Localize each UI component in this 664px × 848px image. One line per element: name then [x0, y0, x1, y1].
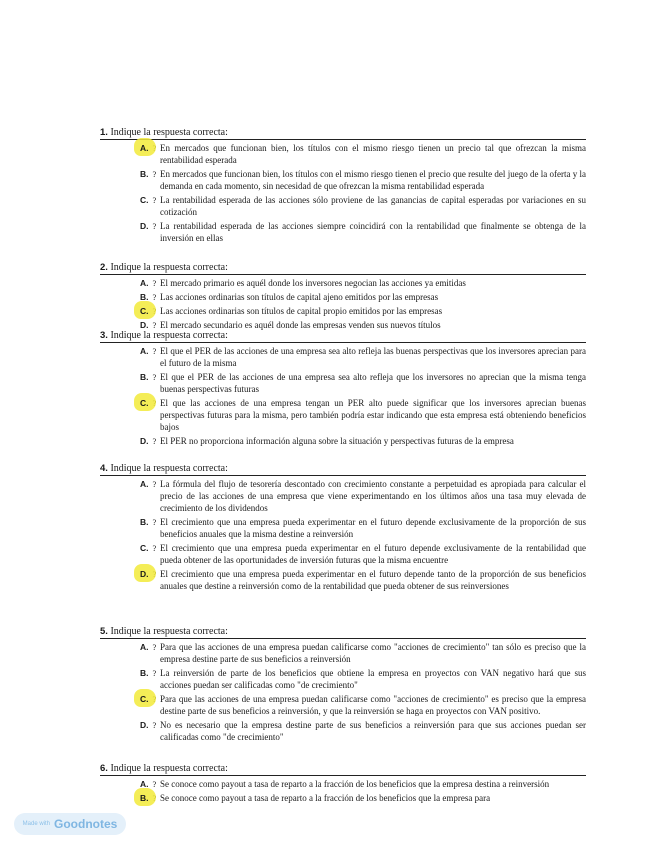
option-text: El crecimiento que una empresa pueda experimentar en el futuro depende exclusivamente de la proporción de sus beneficios anuales que la misma destine a reinversión	[160, 517, 586, 539]
option-text: El que el PER de las acciones de una empresa sea alto refleja que los inversores no aprecian que la misma tenga buenas perspectivas futuras	[160, 372, 586, 394]
option-mark: ?	[152, 479, 157, 489]
option-text: Para que las acciones de una empresa puedan calificarse como "acciones de crecimiento" es preciso que la empresa destine parte de sus beneficios a reinversión, y que la reinversión se haga en proyectos con VAN positivo.	[160, 694, 586, 716]
option-mark: ?	[152, 436, 157, 446]
option-label: B.	[140, 169, 149, 179]
option-label: B.	[140, 517, 149, 527]
watermark-prefix: Made with	[22, 821, 51, 827]
option-text: El que el PER de las acciones de una empresa sea alto refleja las buenas perspectivas que los inversores aprecian para el futuro de la misma	[160, 346, 586, 368]
option-mark: ?	[152, 642, 157, 652]
option-label: A.	[140, 479, 149, 489]
option-c[interactable]	[100, 305, 586, 317]
option-text: El que las acciones de una empresa tengan un PER alto puede significar que los inversores aprecian buenas perspectivas futuras para la misma, pero también podría estar indicando que esta empresa está obteniendo beneficios bajos	[160, 398, 586, 432]
option-label: C.	[140, 694, 149, 704]
option-a[interactable]	[100, 641, 586, 665]
question-header	[100, 262, 586, 275]
option-a[interactable]	[100, 478, 586, 514]
option-label: A.	[140, 346, 149, 356]
question-header	[100, 463, 586, 476]
option-b[interactable]	[100, 291, 586, 303]
option-b[interactable]	[100, 168, 586, 192]
question-header	[100, 127, 586, 140]
option-mark: ?	[152, 517, 157, 527]
option-label: C.	[140, 195, 149, 205]
option-label: A.	[140, 642, 149, 652]
option-mark: ?	[152, 195, 157, 205]
watermark-brand: Goodnotes	[54, 817, 118, 831]
question-prompt: Indique la respuesta correcta:	[110, 127, 228, 138]
question-6	[100, 763, 586, 804]
option-a[interactable]	[100, 142, 586, 166]
option-text: La rentabilidad esperada de las acciones sólo proviene de las ganancias de capital esperadas por variaciones en su cotización	[160, 195, 586, 217]
option-text: El mercado secundario es aquél donde las empresas venden sus nuevos títulos	[160, 320, 441, 330]
option-d[interactable]	[100, 719, 586, 743]
option-c[interactable]	[100, 194, 586, 218]
option-mark: ?	[152, 346, 157, 356]
option-label: A.	[140, 779, 149, 789]
option-d[interactable]	[100, 220, 586, 244]
option-b[interactable]	[100, 371, 586, 395]
option-label: D.	[140, 221, 149, 231]
option-label: B.	[140, 793, 149, 803]
question-prompt: Indique la respuesta correcta:	[110, 626, 228, 637]
option-text: El PER no proporciona información alguna sobre la situación y perspectivas futuras de la empresa	[160, 436, 514, 446]
option-label: C.	[140, 543, 149, 553]
question-number: 3.	[100, 330, 108, 341]
option-mark: ?	[152, 720, 157, 730]
question-2	[100, 262, 586, 331]
question-header	[100, 763, 586, 776]
option-label: C.	[140, 306, 149, 316]
question-1	[100, 127, 586, 244]
option-mark: ?	[152, 278, 157, 288]
question-prompt: Indique la respuesta correcta:	[110, 262, 228, 273]
option-label: B.	[140, 372, 149, 382]
option-d[interactable]	[100, 568, 586, 592]
option-mark: ?	[152, 320, 157, 330]
option-label: A.	[140, 278, 149, 288]
option-label: D.	[140, 320, 149, 330]
question-number: 5.	[100, 626, 108, 637]
option-a[interactable]	[100, 345, 586, 369]
option-b[interactable]	[100, 792, 586, 804]
option-c[interactable]	[100, 542, 586, 566]
option-mark: ?	[152, 292, 157, 302]
option-text: Se conoce como payout a tasa de reparto a la fracción de los beneficios que la empresa destina a reinversión	[160, 779, 550, 789]
option-text: Las acciones ordinarias son títulos de capital ajeno emitidos por las empresas	[160, 292, 439, 302]
option-mark: ?	[152, 779, 157, 789]
option-d[interactable]	[100, 435, 586, 447]
option-text: La rentabilidad esperada de las acciones siempre coincidirá con la rentabilidad que finalmente se obtenga de la inversión en ellas	[160, 221, 586, 243]
option-label: D.	[140, 436, 149, 446]
option-text: Para que las acciones de una empresa puedan calificarse como "acciones de crecimiento" tan sólo es preciso que la empresa destine parte de sus beneficios a reinversión	[160, 642, 586, 664]
option-mark: ?	[152, 221, 157, 231]
question-number: 1.	[100, 127, 108, 138]
question-5	[100, 626, 586, 743]
question-header	[100, 626, 586, 639]
option-text: El mercado primario es aquél donde los inversores negocian las acciones ya emitidas	[160, 278, 466, 288]
option-mark: ?	[152, 169, 157, 179]
option-a[interactable]	[100, 277, 586, 289]
option-b[interactable]	[100, 667, 586, 691]
option-text: La fórmula del flujo de tesorería descontado con crecimiento constante a perpetuidad es apropiada para calcular el precio de las acciones de una empresa que viene experimentando en los últimos años una tasa muy elevada de crecimiento de los dividendos	[160, 479, 586, 513]
option-text: El crecimiento que una empresa pueda experimentar en el futuro depende exclusivamente de la rentabilidad que pueda obtener de las oportunidades de inversión futuras que la misma encuentre	[160, 543, 586, 565]
option-mark: ?	[152, 668, 157, 678]
option-text: No es necesario que la empresa destine parte de sus beneficios a reinversión para que sus acciones puedan ser calificadas como "de crecimiento"	[160, 720, 586, 742]
option-c[interactable]	[100, 397, 586, 433]
question-number: 4.	[100, 463, 108, 474]
option-text: En mercados que funcionan bien, los títulos con el mismo riesgo tienen un precio tal que ofrezcan la misma rentabilidad esperada	[160, 143, 586, 165]
option-text: La reinversión de parte de los beneficios que obtiene la empresa en proyectos con VAN negativo hará que sus acciones puedan ser calificadas como "de crecimiento"	[160, 668, 586, 690]
option-text: En mercados que funcionan bien, los títulos con el mismo riesgo tienen el precio que resulte del juego de la oferta y la demanda en cada momento, sin necesidad de que ofrezcan la misma rentabilidad esperada	[160, 169, 586, 191]
option-label: A.	[140, 143, 149, 153]
option-mark: ?	[152, 372, 157, 382]
goodnotes-watermark	[14, 813, 126, 835]
option-text: Las acciones ordinarias son títulos de capital propio emitidos por las empresas	[160, 306, 443, 316]
option-text: El crecimiento que una empresa pueda experimentar en el futuro depende tanto de la proporción de sus beneficios anuales que destine a reinversión como de la rentabilidad que pueda obtener de sus reinversiones	[160, 569, 586, 591]
question-3	[100, 330, 586, 447]
question-prompt: Indique la respuesta correcta:	[110, 330, 228, 341]
question-prompt: Indique la respuesta correcta:	[110, 463, 228, 474]
option-label: D.	[140, 720, 149, 730]
question-prompt: Indique la respuesta correcta:	[110, 763, 228, 774]
option-label: B.	[140, 668, 149, 678]
question-4	[100, 463, 586, 592]
option-a[interactable]	[100, 778, 586, 790]
option-label: C.	[140, 398, 149, 408]
option-text: Se conoce como payout a tasa de reparto a la fracción de los beneficios que la empresa para	[160, 793, 491, 803]
question-number: 6.	[100, 763, 108, 774]
question-header	[100, 330, 586, 343]
option-label: B.	[140, 292, 149, 302]
option-c[interactable]	[100, 693, 586, 717]
question-number: 2.	[100, 262, 108, 273]
option-mark: ?	[152, 543, 157, 553]
option-label: D.	[140, 569, 149, 579]
option-b[interactable]	[100, 516, 586, 540]
